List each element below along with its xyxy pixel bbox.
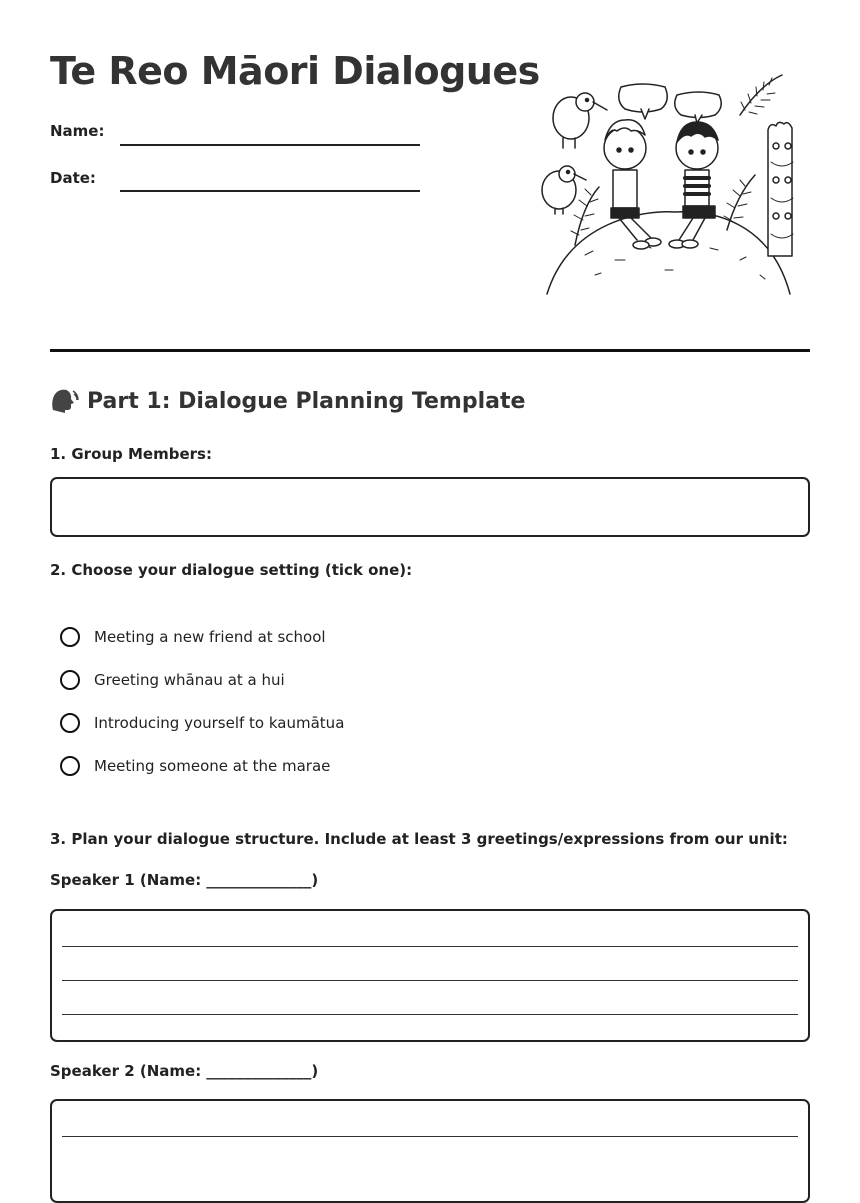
- writing-line: [62, 946, 798, 947]
- date-field[interactable]: [120, 190, 420, 192]
- section-heading: [50, 388, 525, 414]
- kiwi-bird-left: [542, 166, 586, 214]
- name-field[interactable]: [120, 144, 420, 146]
- fern-top-right: [740, 75, 782, 115]
- kiwi-bird-top: [553, 93, 607, 148]
- radio-circle-icon[interactable]: [60, 627, 80, 647]
- part1-heading-text: Part 1: Dialogue Planning Template: [87, 388, 526, 414]
- setting-option-marae[interactable]: [60, 756, 330, 776]
- question-3-label: 3. Plan your dialogue structure. Include at least 3 greetings/expressions from our unit:: [50, 830, 788, 848]
- speaking-head-icon: [50, 388, 79, 414]
- question-1-label: 1. Group Members:: [50, 445, 212, 463]
- setting-option-label: Introducing yourself to kaumātua: [94, 714, 345, 732]
- group-members-input[interactable]: [50, 477, 810, 537]
- name-label: Name:: [50, 122, 105, 140]
- right-child-figure: [669, 122, 718, 248]
- header-divider: [50, 349, 810, 352]
- speaker-1-label: Speaker 1 (Name: ______________): [50, 871, 319, 889]
- radio-circle-icon[interactable]: [60, 756, 80, 776]
- setting-option-school[interactable]: [60, 627, 326, 647]
- carved-pou-post: [768, 122, 793, 256]
- page-title: Te Reo Māori Dialogues: [50, 49, 540, 93]
- setting-option-hui[interactable]: [60, 670, 285, 690]
- speaker-2-label: Speaker 2 (Name: ______________): [50, 1062, 319, 1080]
- radio-circle-icon[interactable]: [60, 713, 80, 733]
- writing-line: [62, 1014, 798, 1015]
- writing-line: [62, 980, 798, 981]
- date-label: Date:: [50, 169, 96, 187]
- speaker-1-lines-box[interactable]: [50, 909, 810, 1042]
- setting-option-label: Meeting a new friend at school: [94, 628, 326, 646]
- left-child-figure: [604, 120, 661, 249]
- radio-circle-icon[interactable]: [60, 670, 80, 690]
- speaker-2-lines-box[interactable]: [50, 1099, 810, 1203]
- header-illustration: [535, 70, 810, 300]
- setting-option-label: Greeting whānau at a hui: [94, 671, 285, 689]
- setting-option-label: Meeting someone at the marae: [94, 757, 331, 775]
- writing-line: [62, 1136, 798, 1137]
- setting-option-kaumatua[interactable]: [60, 713, 344, 733]
- fern-right: [724, 175, 755, 230]
- question-2-label: 2. Choose your dialogue setting (tick one):: [50, 561, 413, 579]
